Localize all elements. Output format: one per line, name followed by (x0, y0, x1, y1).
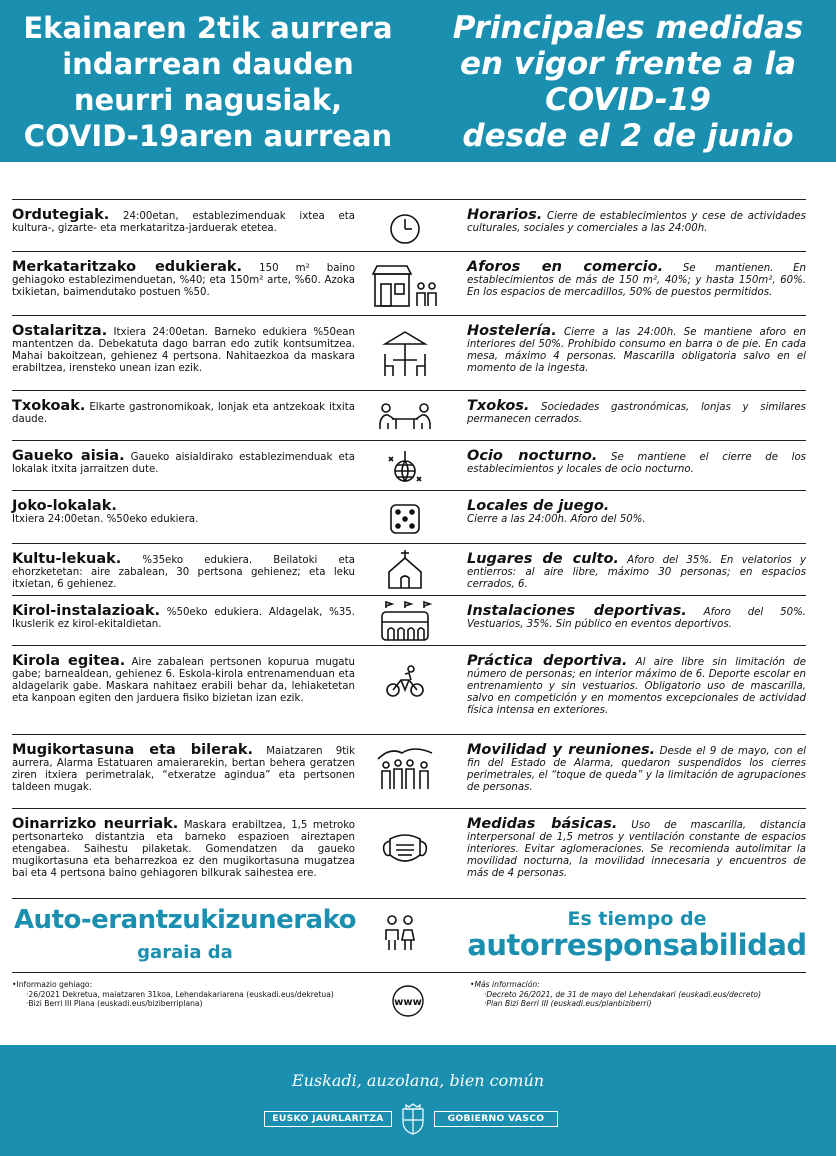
measure-text-eu (12, 448, 355, 476)
more-info-link[interactable]: ·26/2021 Dekretua, maiatzaren 31koa, Lehendakariarena (euskadi.eus/dekretua) (26, 989, 334, 999)
row-divider (12, 808, 806, 809)
measure-body-es: Cierre a las 24:00h. Aforo del 50%. (467, 513, 646, 525)
more-info-eu-label: •Informazio gehiago: (12, 980, 93, 989)
measure-text-es (467, 653, 806, 717)
measure-text-eu (12, 259, 355, 299)
header-banner (0, 0, 836, 162)
measure-body-eu: 24:00etan, establezimenduak ixtea eta kultura-, gizarte- eta merkataritza-jarduerak etetea. (12, 211, 355, 234)
measure-text-eu (12, 603, 355, 631)
title-eu-line: neurri nagusiak, (73, 83, 343, 117)
row-divider (12, 734, 806, 735)
title-eu-line: Ekainaren 2tik aurrera (23, 11, 393, 45)
shop-icon (370, 264, 440, 308)
people-at-table-icon (370, 401, 440, 431)
self-responsibility-es-title: Es tiempo de (567, 908, 707, 930)
measure-body-es: Cierre a las 24:00h. Se mantiene aforo en interiores del 50%. Prohibido consumo en barra o de pie. En cada mesa, máximo 4 personas. Mascarilla obligatoria salvo en el momento de la ingesta. (467, 327, 806, 374)
title-eu-line: COVID-19aren aurrean (23, 119, 393, 153)
measure-body-eu: %35eko edukiera. Beilatoki eta ehorzketetan: aire zabalean, 30 pertsona gehienez; eta leku itxietan, 6 gehienez. (12, 555, 355, 590)
dice-icon (370, 501, 440, 537)
more-info-es (470, 980, 810, 1009)
measure-text-eu (12, 551, 355, 591)
terrace-table-icon (370, 328, 440, 380)
measure-body-es: Al aire libre sin limitación de número de personas; en interior máximo de 6. Deporte escolar en entrenamiento y sin vestuarios. Obligatorio uso de mascarilla, salvo en competición y en momentos excepcionales de actividad física intensa en exteriores. (467, 657, 806, 716)
measure-text-eu (12, 323, 355, 375)
measure-text-eu (12, 816, 355, 880)
measure-title-es: Movilidad y reuniones. (467, 742, 656, 758)
measure-text-es (467, 498, 806, 526)
measure-body-es: Aforo del 35%. En velatorios y entierros: al aire libre, máximo 30 personas; en espacios cerrados, 6. (467, 555, 806, 590)
measure-body-eu: Itxiera 24:00etan. Barneko edukiera %50ean mantentzen da. Debekatuta dago barran edo zutik kontsumitzea. Mahai bakoitzean, gehienez 4 pertsona. Nahitaezkoa da maskara erabiltzea, irensteko unean izan ezik. (12, 327, 355, 374)
measure-title-eu: Ostalaritza. (12, 323, 108, 339)
group-mobility-icon (370, 743, 440, 793)
measure-title-es: Medidas básicas. (467, 816, 618, 832)
gov-name-es: GOBIERNO VASCO (434, 1111, 558, 1127)
measure-body-eu: Elkarte gastronomikoak, lonjak eta antzekoak itxita daude. (12, 402, 355, 425)
measure-body-eu: Maskara erabiltzea, 1,5 metroko pertsonarteko distantzia eta barneko espazioen aireztapen etengabea. Saihestu pilaketak. Gomendatzen da gaueko mugikortasuna eta beharrezkoa ez den mugikortasuna mugatzea bai eta 4 pertsona baino gehiagoren bilkurak saihestea ere. (12, 820, 355, 879)
row-divider (12, 972, 806, 973)
measure-text-es (467, 448, 806, 476)
measure-text-eu (12, 398, 355, 426)
row-divider (12, 490, 806, 491)
measure-title-eu: Joko-lokalak. (12, 498, 117, 514)
two-people-icon (382, 912, 418, 956)
more-info-link[interactable]: ·Bizi Berri III Plana (euskadi.eus/biziberriplana) (26, 999, 203, 1008)
measure-body-es: Aforo del 50%. Vestuarios, 35%. Sin público en eventos deportivos. (467, 607, 806, 630)
title-eu-line: indarrean dauden (62, 47, 354, 81)
measure-body-eu: 150 m² baino gehiagoko establezimenduetan, %40; eta 150m² arte, %60. Azoka txikietan, baimendutako postuen %50. (12, 263, 355, 298)
title-es-line: Principales medidas (452, 10, 804, 46)
measure-title-eu: Ordutegiak. (12, 207, 110, 223)
measure-body-es: Se mantienen. En establecimientos de más de 150 m², 40%; y hasta 150m², 60%. En los espacios de mercadillos, 50% de puestos permitidos. (467, 263, 806, 298)
measure-text-es (467, 259, 806, 299)
measure-title-es: Práctica deportiva. (467, 653, 628, 669)
self-responsibility-es-subtitle: autorresponsabilidad (467, 928, 807, 962)
measure-title-eu: Mugikortasuna eta bilerak. (12, 742, 254, 758)
measure-title-eu: Kirola egitea. (12, 653, 126, 669)
more-info-es-label: •Más información: (470, 980, 540, 989)
measure-body-eu: Gaueko aisialdirako establezimenduak eta lokalak itxita jarraitzen dute. (12, 452, 355, 475)
measure-text-eu (12, 498, 355, 526)
www-globe-icon (390, 983, 426, 1023)
measure-body-eu: %50eko edukiera. Aldagelak, %35. Ikuslerik ez kirol-ekitaldietan. (12, 607, 355, 630)
measure-text-es (467, 603, 806, 631)
measure-body-es: Desde el 9 de mayo, con el fin del Estado de Alarma, quedaron suspendidos los cierres perimetrales, el “toque de queda” y la limitación de agrupaciones de personas. (467, 746, 806, 793)
measure-title-es: Ocio nocturno. (467, 448, 598, 464)
measure-title-es: Locales de juego. (467, 498, 610, 514)
more-info-link[interactable]: ·Plan Bizi Berri III (euskadi.eus/planbiziberri) (484, 999, 652, 1008)
measure-title-es: Lugares de culto. (467, 551, 619, 567)
measure-title-es: Horarios. (467, 207, 543, 223)
www-label: www (394, 997, 422, 1008)
self-responsibility-eu-title: Auto-erantzukizunerako (13, 905, 357, 935)
measure-text-eu (12, 653, 355, 705)
cyclist-icon (370, 664, 440, 698)
gov-name-eu: EUSKO JAURLARITZA (264, 1111, 392, 1127)
row-divider (12, 315, 806, 316)
measure-body-eu: Maiatzaren 9tik aurrera, Alarma Estatuaren amaierarekin, bertan behera geratzen ziren itxiera perimetralak, “etxeratze agindua” eta pertsonen taldeen mugak. (12, 746, 355, 793)
footer-slogan: Euskadi, auzolana, bien común (291, 1071, 545, 1090)
government-logo (264, 1103, 572, 1135)
measure-text-eu (12, 742, 355, 794)
header-title-spanish (428, 10, 828, 154)
measure-title-es: Aforos en comercio. (467, 259, 664, 275)
row-divider (12, 595, 806, 596)
measure-body-es: Cierre de establecimientos y cese de actividades culturales, sociales y comerciales a las 24:00h. (467, 211, 806, 234)
title-es-line: COVID-19 (545, 82, 711, 118)
header-title-basque (8, 10, 408, 154)
church-icon (370, 548, 440, 590)
measure-title-eu: Oinarrizko neurriak. (12, 816, 179, 832)
disco-ball-icon (370, 449, 440, 487)
measure-title-eu: Kultu-lekuak. (12, 551, 122, 567)
clock-icon (370, 212, 440, 246)
measure-text-es (467, 816, 806, 880)
more-info-link[interactable]: ·Decreto 26/2021, de 31 de mayo del Lehendakari (euskadi.eus/decreto) (484, 989, 762, 999)
measure-body-es: Uso de mascarilla, distancia interpersonal de 1,5 metros y ventilación constante de espacios interiores. Evitar aglomeraciones. Se recomienda autolimitar la movilidad nocturna, la movilidad innecesaria y encuentros de más de 4 personas. (467, 820, 806, 879)
row-divider (12, 390, 806, 391)
measure-title-es: Hostelería. (467, 323, 557, 339)
measure-text-es (467, 551, 806, 591)
measure-body-eu: Itxiera 24:00etan. %50eko edukiera. (12, 513, 199, 525)
measure-text-es (467, 742, 806, 794)
measure-text-eu (12, 207, 355, 235)
measure-text-es (467, 398, 806, 426)
measure-text-es (467, 207, 806, 235)
row-divider (12, 645, 806, 646)
row-divider (12, 543, 806, 544)
face-mask-icon (370, 829, 440, 869)
measure-title-eu: Kirol-instalazioak. (12, 603, 161, 619)
measure-title-es: Txokos. (467, 398, 530, 414)
self-responsibility-eu-subtitle: garaia da (137, 942, 233, 963)
footer-banner (0, 1045, 836, 1156)
title-es-line: desde el 2 de junio (462, 118, 794, 154)
row-divider (12, 440, 806, 441)
measure-text-es (467, 323, 806, 375)
row-divider (12, 898, 806, 899)
measure-title-eu: Merkataritzako edukierak. (12, 259, 243, 275)
measure-body-es: Sociedades gastronómicas, lonjas y similares permanecen cerrados. (467, 402, 806, 425)
coat-of-arms-icon (398, 1103, 428, 1139)
row-divider (12, 251, 806, 252)
measure-title-eu: Gaueko aisia. (12, 448, 125, 464)
measure-body-eu: Aire zabalean pertsonen kopurua mugatu gabe; barnealdean, gehienez 6. Eskola-kirola entrenamenduan eta aldagelarik gabe. Maskara nahitaez erabili behar da, lehiaketetan eta kanpoan egiten den jarduera fisiko bizietan izan ezik. (12, 657, 355, 704)
measure-body-es: Se mantiene el cierre de los establecimientos y locales de ocio nocturno. (467, 452, 806, 475)
title-es-line: en vigor frente a la (459, 46, 797, 82)
more-info-eu (12, 980, 372, 1009)
row-divider (12, 199, 806, 200)
measure-title-eu: Txokoak. (12, 398, 86, 414)
stadium-icon (370, 600, 440, 642)
measure-title-es: Instalaciones deportivas. (467, 603, 687, 619)
